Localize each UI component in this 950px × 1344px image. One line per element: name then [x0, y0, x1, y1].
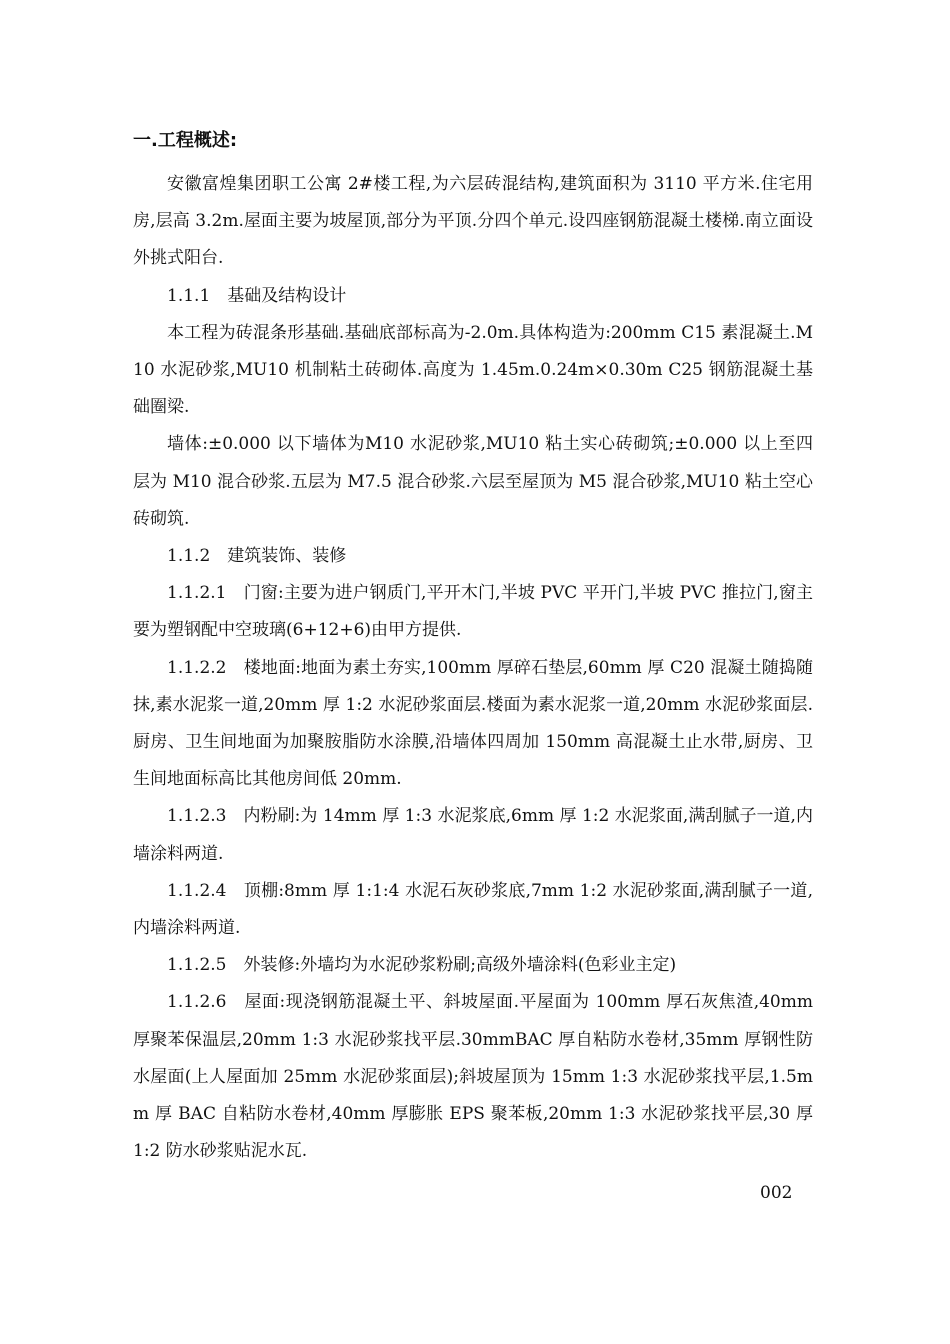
- paragraph-floors: 1.1.2.2 楼地面:地面为素土夯实,100mm 厚碎石垫层,60mm 厚 C20 混凝土随捣随抹,素水泥浆一道,20mm 厚 1:2 水泥砂浆面层.楼面为素水泥浆一道,20mm 水泥砂浆面层.厨房、卫生间地面为加聚胺脂防水涂膜,沿墙体四周加 150mm 高混凝土止水带,厨房、卫生间地面标高比其他房间低 20mm.: [133, 657, 813, 790]
- paragraph-foundation: 本工程为砖混条形基础.基础底部标高为-2.0m.具体构造为:200mm C15 素混凝土.M10 水泥砂浆,MU10 机制粘土砖砌体.高度为 1.45m.0.24m×0.30m C25 钢筋混凝土基础圈梁.: [133, 322, 813, 418]
- subheading-decoration: 1.1.2 建筑装饰、装修: [167, 546, 347, 567]
- paragraph-walls: 墙体:±0.000 以下墙体为M10 水泥砂浆,MU10 粘土实心砖砌筑;±0.000 以上至四层为 M10 混合砂浆.五层为 M7.5 混合砂浆.六层至屋顶为 M5 混合砂浆,MU10 粘土空心砖砌筑.: [133, 434, 813, 529]
- document-body: [133, 166, 813, 1170]
- paragraph-exterior: 1.1.2.5 外装修:外墙均为水泥砂浆粉刷;高级外墙涂料(色彩业主定): [167, 955, 677, 976]
- section-heading: 一.工程概述:: [133, 130, 238, 151]
- page-number: 002: [760, 1183, 793, 1203]
- subheading-foundation: 1.1.1 基础及结构设计: [167, 285, 347, 306]
- paragraph-roof: 1.1.2.6 屋面:现浇钢筋混凝土平、斜坡屋面.平屋面为 100mm 厚石灰焦渣,40mm 厚聚苯保温层,20mm 1:3 水泥砂浆找平层.30mmBAC 厚自粘防水卷材,35mm 厚钢性防水屋面(上人屋面加 25mm 水泥砂浆面层);斜坡屋顶为 15mm 1:3 水泥砂浆找平层,1.5mm 厚 BAC 自粘防水卷材,40mm 厚膨胀 EPS 聚苯板,20mm 1:3 水泥砂浆找平层,30 厚 1:2 防水砂浆贴泥水瓦.: [133, 992, 813, 1162]
- paragraph-ceiling: 1.1.2.4 顶棚:8mm 厚 1:1:4 水泥石灰砂浆底,7mm 1:2 水泥砂浆面,满刮腻子一道,内墙涂料两道.: [133, 880, 813, 939]
- paragraph-doors-windows: 1.1.2.1 门窗:主要为进户钢质门,平开木门,半坡 PVC 平开门,半坡 PVC 推拉门,窗主要为塑钢配中空玻璃(6+12+6)由甲方提供.: [133, 583, 813, 641]
- paragraph-overview: 安徽富煌集团职工公寓 2#楼工程,为六层砖混结构,建筑面积为 3110 平方米.住宅用房,层高 3.2m.屋面主要为坡屋顶,部分为平顶.分四个单元.设四座钢筋混凝土楼梯.南立面设外挑式阳台.: [133, 174, 813, 269]
- paragraph-interior-plaster: 1.1.2.3 内粉刷:为 14mm 厚 1:3 水泥浆底,6mm 厚 1:2 水泥浆面,满刮腻子一道,内墙涂料两道.: [133, 806, 813, 864]
